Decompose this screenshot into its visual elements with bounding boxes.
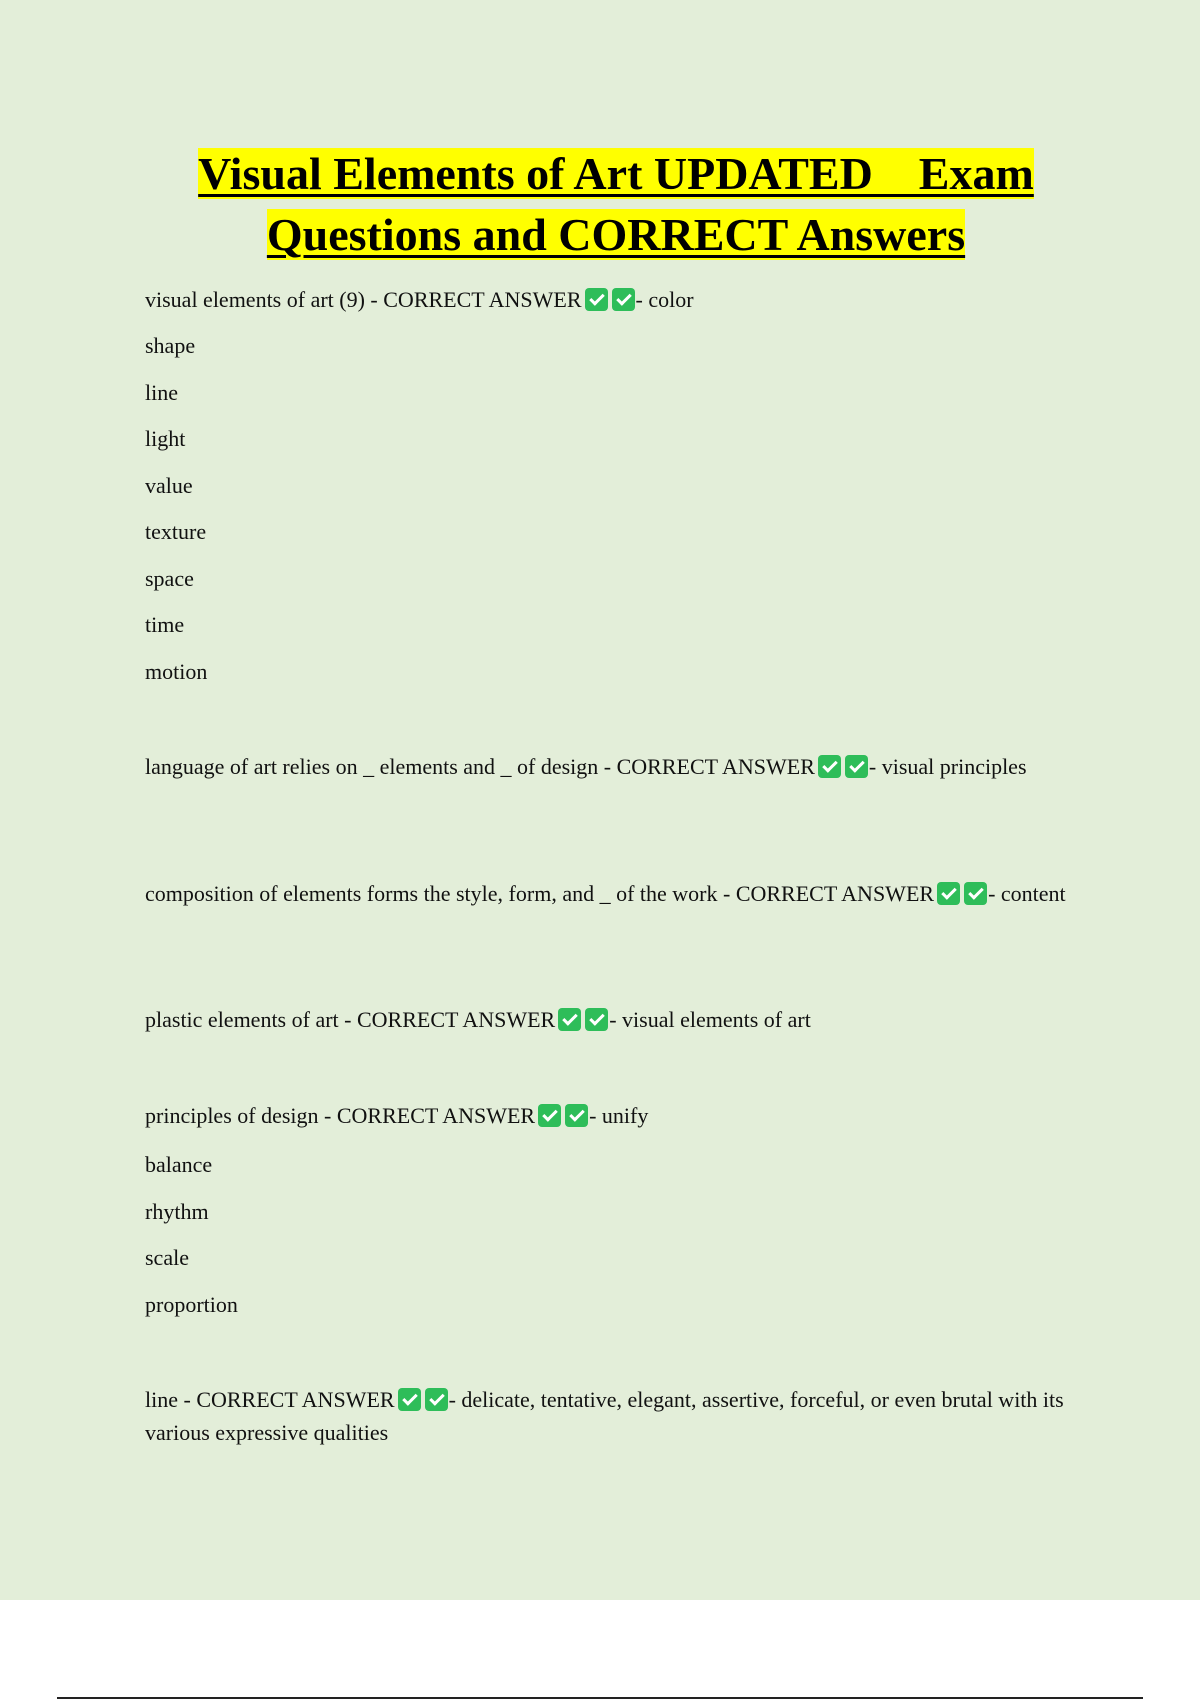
question-text: plastic elements of art - CORRECT ANSWER <box>145 1007 556 1032</box>
title-line-1: Visual Elements of Art UPDATED Exam <box>198 148 1034 199</box>
check-mark-icon <box>818 755 841 778</box>
question-text: visual elements of art (9) - CORRECT ANSWER <box>145 287 582 312</box>
answer-text: - unify <box>589 1103 649 1128</box>
answer-line: proportion <box>145 1292 238 1317</box>
answer-line: motion <box>145 659 208 684</box>
footer-divider <box>57 1697 1143 1699</box>
answer-text: - color <box>635 287 694 312</box>
question-principles-of-design <box>145 1101 648 1131</box>
answer-line: line <box>145 380 178 405</box>
answer-line: scale <box>145 1245 189 1270</box>
answer-line: rhythm <box>145 1199 209 1224</box>
question-language-of-art <box>145 750 1095 783</box>
answer-line: texture <box>145 519 207 544</box>
question-composition <box>145 877 1095 910</box>
check-mark-icon <box>425 1388 448 1411</box>
check-mark-icon <box>585 1008 608 1031</box>
answer-line: space <box>145 566 194 591</box>
question-text: line - CORRECT ANSWER <box>145 1387 395 1412</box>
question-plastic-elements <box>145 1005 811 1035</box>
check-mark-icon <box>585 288 608 311</box>
answer-text: - visual principles <box>868 754 1027 779</box>
answer-line: time <box>145 612 185 637</box>
question-text: principles of design - CORRECT ANSWER <box>145 1103 536 1128</box>
answer-line: light <box>145 426 186 451</box>
answer-line: balance <box>145 1152 213 1177</box>
check-mark-icon <box>612 288 635 311</box>
question-text: language of art relies on _ elements and _ of design - CORRECT ANSWER <box>145 754 815 779</box>
check-mark-icon <box>558 1008 581 1031</box>
check-mark-icon <box>937 882 960 905</box>
question-visual-elements <box>145 285 694 315</box>
document-title <box>0 143 1200 265</box>
check-mark-icon <box>538 1104 561 1127</box>
check-mark-icon <box>845 755 868 778</box>
answer-text: - content <box>988 881 1066 906</box>
title-line-2: Questions and CORRECT Answers <box>266 209 966 260</box>
answer-line: shape <box>145 333 196 358</box>
check-mark-icon <box>398 1388 421 1411</box>
check-mark-icon <box>964 882 987 905</box>
question-text: composition of elements forms the style, form, and _ of the work - CORRECT ANSWER <box>145 881 935 906</box>
answer-text: - delicate, tentative, elegant, assertive, forceful, or even brutal with its various expressive qualities <box>145 1387 1064 1445</box>
question-line <box>145 1383 1095 1449</box>
answer-line: value <box>145 473 193 498</box>
check-mark-icon <box>565 1104 588 1127</box>
answer-text: - visual elements of art <box>609 1007 811 1032</box>
